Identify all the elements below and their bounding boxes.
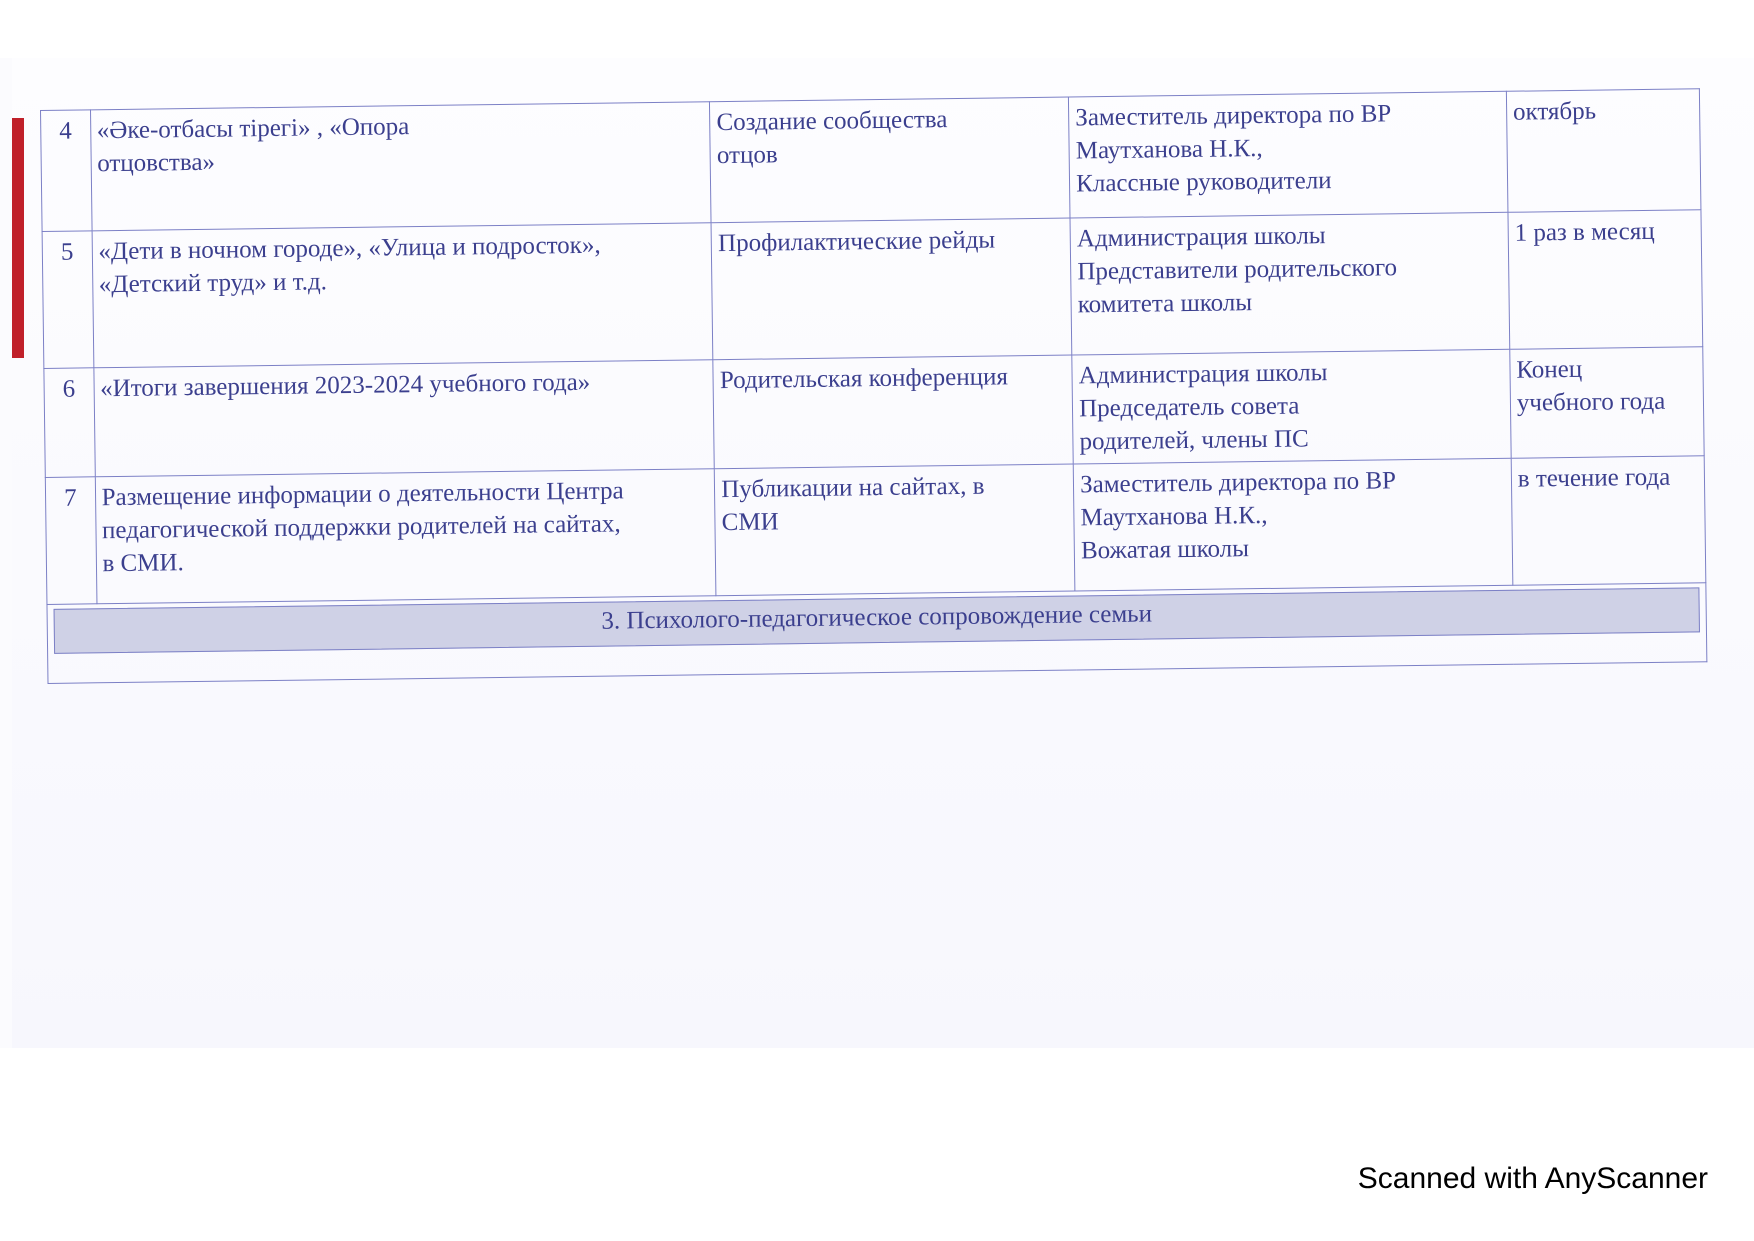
- responsible-line: Маутханова Н.К.,: [1075, 134, 1263, 165]
- row-number: 6: [44, 368, 95, 478]
- event-form: [711, 218, 1072, 360]
- deadline: [1511, 456, 1706, 586]
- red-edge: [12, 118, 24, 358]
- deadline: [1510, 347, 1705, 459]
- scanner-watermark: Scanned with AnyScanner: [1357, 1162, 1708, 1195]
- event-line: «Итоги завершения 2023-2024 учебного года»: [100, 368, 591, 403]
- deadline-line: учебного года: [1516, 387, 1666, 417]
- row-number: 7: [45, 477, 96, 605]
- section-heading: 3. Психолого-педагогическое сопровождение семьи: [54, 587, 1700, 654]
- event-line: «Дети в ночном городе», «Улица и подросток»,: [98, 231, 601, 266]
- responsible-line: Маутханова Н.К.,: [1080, 501, 1268, 532]
- form-line: отцов: [716, 141, 778, 170]
- responsible-line: Вожатая школы: [1080, 535, 1250, 565]
- deadline: [1506, 89, 1701, 213]
- event-line: «Детский труд» и т.д.: [98, 268, 328, 299]
- responsible-line: Администрация школы: [1078, 359, 1328, 390]
- row-number: 4: [41, 110, 92, 232]
- responsible-line: Заместитель директора по ВР: [1079, 467, 1397, 499]
- responsible-line: комитета школы: [1077, 289, 1253, 319]
- event-form: [710, 97, 1070, 223]
- responsible-line: Председатель совета: [1078, 392, 1300, 423]
- responsible: [1070, 212, 1509, 355]
- deadline-line: в течение года: [1517, 463, 1671, 493]
- responsible-line: Заместитель директора по ВР: [1075, 100, 1392, 132]
- event-title: [95, 469, 716, 604]
- plan-table-wrapper: [40, 88, 1707, 684]
- form-line: СМИ: [721, 508, 779, 537]
- deadline: [1508, 210, 1703, 350]
- row-number: 5: [42, 231, 93, 369]
- event-line: Размещение информации о деятельности Центра: [101, 477, 624, 512]
- table-row: [45, 456, 1706, 605]
- table-row: [44, 347, 1704, 478]
- event-title: [93, 360, 714, 477]
- event-title: [92, 223, 713, 368]
- event-title: [90, 102, 711, 231]
- event-form: [715, 464, 1076, 596]
- form-line: Публикации на сайтах, в: [721, 472, 985, 504]
- form-line: Родительская конференция: [719, 363, 1009, 395]
- responsible-line: Администрация школы: [1076, 222, 1326, 253]
- event-form: [713, 355, 1073, 469]
- event-line: отцовства»: [97, 148, 216, 178]
- plan-table: [40, 88, 1707, 684]
- table-row: [42, 210, 1703, 369]
- event-line: в СМИ.: [102, 549, 184, 578]
- form-line: Профилактические рейды: [717, 226, 996, 258]
- responsible: [1072, 349, 1511, 464]
- event-line: «Әке-отбасы тірегі» , «Опора: [96, 113, 410, 145]
- form-line: Создание сообщества: [716, 106, 948, 137]
- table-row: [41, 89, 1701, 232]
- responsible-line: Классные руководители: [1076, 167, 1332, 198]
- deadline-line: Конец: [1516, 355, 1583, 384]
- responsible: [1069, 91, 1508, 218]
- responsible-line: родителей, члены ПС: [1079, 425, 1309, 456]
- responsible: [1073, 458, 1512, 591]
- event-line: педагогической поддержки родителей на сайтах,: [101, 510, 621, 545]
- deadline-line: октябрь: [1512, 97, 1597, 126]
- responsible-line: Представители родительского: [1077, 254, 1398, 286]
- deadline-line: 1 раз в месяц: [1514, 217, 1655, 247]
